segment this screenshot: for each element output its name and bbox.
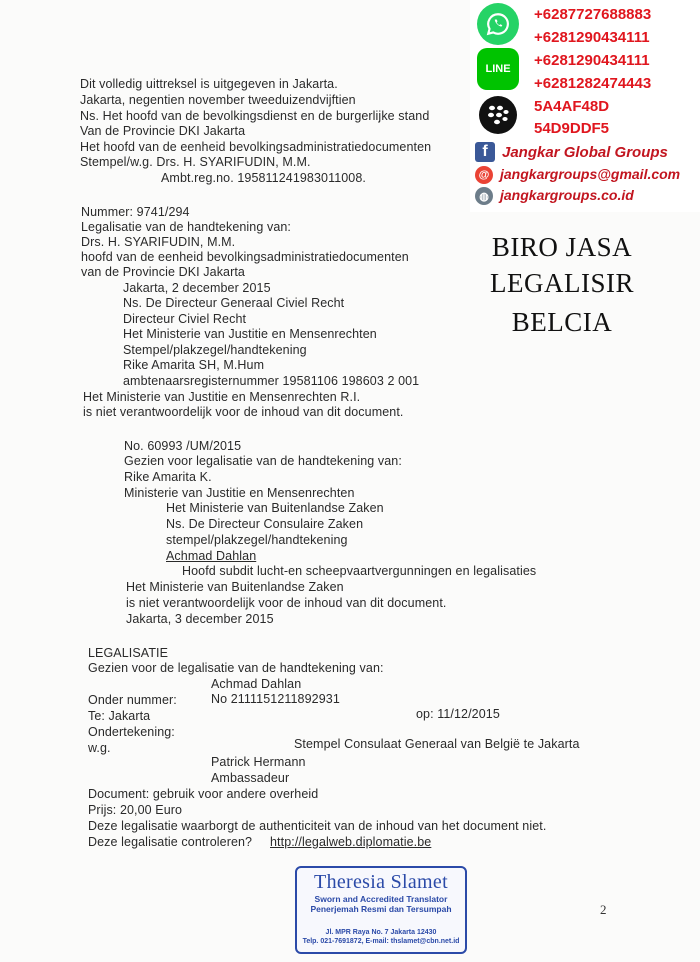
block3-line: Achmad Dahlan [166,549,257,563]
stamp-line-2: Penerjemah Resmi dan Tersumpah [310,904,452,914]
block2-line: Legalisatie van de handtekening van: [81,220,292,234]
phone-number-3[interactable]: +6281290434111 [534,52,650,69]
block3-line: Ns. De Directeur Consulaire Zaken [166,517,364,531]
block4-line: Gezien voor de legalisatie van de handtekening van: [88,661,384,675]
block4-line: Prijs: 20,00 Euro [88,803,183,817]
block3-line: No. 60993 /UM/2015 [124,439,242,453]
block1-line: Stempel/w.g. Drs. H. SYARIFUDIN, M.M. [80,155,311,169]
block4-line: Ambassadeur [211,771,290,785]
website-link[interactable]: jangkargroups.co.id [500,187,634,203]
phone-number-2[interactable]: +6281290434111 [534,29,650,46]
block2-line: Het Ministerie van Justitie en Mensenrechten R.I. [83,390,361,404]
stamp-line-1: Sworn and Accredited Translator [314,894,448,904]
block3-line: Ministerie van Justitie en Mensenrechten [124,486,355,500]
line-icon[interactable]: LINE [477,48,519,90]
block4-line: Document: gebruik voor andere overheid [88,787,319,801]
whatsapp-icon[interactable] [477,3,519,45]
legalweb-link[interactable]: http://legalweb.diplomatie.be [270,835,432,849]
block2-line: Drs. H. SYARIFUDIN, M.M. [81,235,236,249]
blackberry-icon[interactable] [479,96,517,134]
block2-line: is niet verantwoordelijk voor de inhoud van dit document. [83,405,404,419]
bbm-pin-1: 5A4AF48D [534,98,610,115]
block4-line: Achmad Dahlan [211,677,302,691]
block1-line: Jakarta, negentien november tweeduizendvijftien [80,93,356,107]
bbm-pin-2: 54D9DDF5 [534,120,610,137]
block3-line: Het Ministerie van Buitenlandse Zaken [126,580,344,594]
block3-line: Jakarta, 3 december 2015 [126,612,274,626]
translator-stamp [295,866,467,954]
banner-line-1: BIRO JASA [491,232,633,262]
block3-line: Rike Amarita K. [124,470,212,484]
block4-line: Stempel Consulaat Generaal van België te Jakarta [294,737,580,751]
banner-line-2: LEGALISIR [490,268,634,298]
block2-line: ambtenaarsregisternummer 19581106 198603 2 001 [123,374,420,388]
stamp-name: Theresia Slamet [314,871,448,893]
block1-line: Van de Provincie DKI Jakarta [80,124,246,138]
page-number: 2 [600,902,607,917]
contact-panel [470,0,700,212]
block3-line: Het Ministerie van Buitenlandse Zaken [166,501,384,515]
phone-number-4[interactable]: +6281282474443 [534,75,652,92]
block1-line: Het hoofd van de eenheid bevolkingsadministratiedocumenten [80,140,432,154]
block4-line: Ondertekening: [88,725,175,739]
block3-line: stempel/plakzegel/handtekening [166,533,348,547]
stamp-address: Jl. MPR Raya No. 7 Jakarta 12430 [325,929,437,936]
block3-line: is niet verantwoordelijk voor de inhoud van dit document. [126,596,447,610]
block3-line: Hoofd subdit lucht-en scheepvaartvergunningen en legalisaties [182,564,537,578]
block4-line: Onder nummer: [88,693,177,707]
block2-line: hoofd van de eenheid bevolkingsadministratiedocumenten [81,250,409,264]
banner-line-3: BELCIA [511,307,613,337]
block4-line: w.g. [88,741,111,755]
block1-line: Ambt.reg.no. 195811241983011008. [161,171,366,185]
block1-line: Ns. Het hoofd van de bevolkingsdienst en de burgerlijke stand [80,109,430,123]
block3-line: Gezien voor legalisatie van de handtekening van: [124,454,402,468]
block4-line: Deze legalisatie controleren? [88,835,253,849]
legalisatie-title: LEGALISATIE [88,646,169,660]
block2-line: Directeur Civiel Recht [123,312,247,326]
block4-line: No 2111151211892931 [211,692,340,706]
block2-line: Rike Amarita SH, M.Hum [123,358,265,372]
email-link[interactable]: jangkargroups@gmail.com [500,166,681,182]
block4-line: Patrick Hermann [211,755,306,769]
facebook-icon[interactable]: f [475,142,495,162]
block4-line: Te: Jakarta [88,709,151,723]
block2-line: Jakarta, 2 december 2015 [123,281,271,295]
block2-line: Nummer: 9741/294 [81,205,190,219]
gmail-icon[interactable]: @ [475,166,493,184]
block1-line: Dit volledig uittreksel is uitgegeven in Jakarta. [80,77,338,91]
phone-number-1[interactable]: +6287727688883 [534,6,652,23]
stamp-phone: Telp. 021-7691872, E-mail: thslamet@cbn.net.id [302,938,460,945]
block4-line: Deze legalisatie waarborgt de authenticiteit van de inhoud van het document niet. [88,819,547,833]
block2-line: Ns. De Directeur Generaal Civiel Recht [123,296,345,310]
block2-line: Het Ministerie van Justitie en Mensenrechten [123,327,377,341]
facebook-link[interactable]: Jangkar Global Groups [502,144,668,161]
block2-line: van de Provincie DKI Jakarta [81,265,245,279]
block2-line: Stempel/plakzegel/handtekening [123,343,307,357]
block4-line: op: 11/12/2015 [416,707,500,721]
globe-icon[interactable]: ◍ [475,187,493,205]
